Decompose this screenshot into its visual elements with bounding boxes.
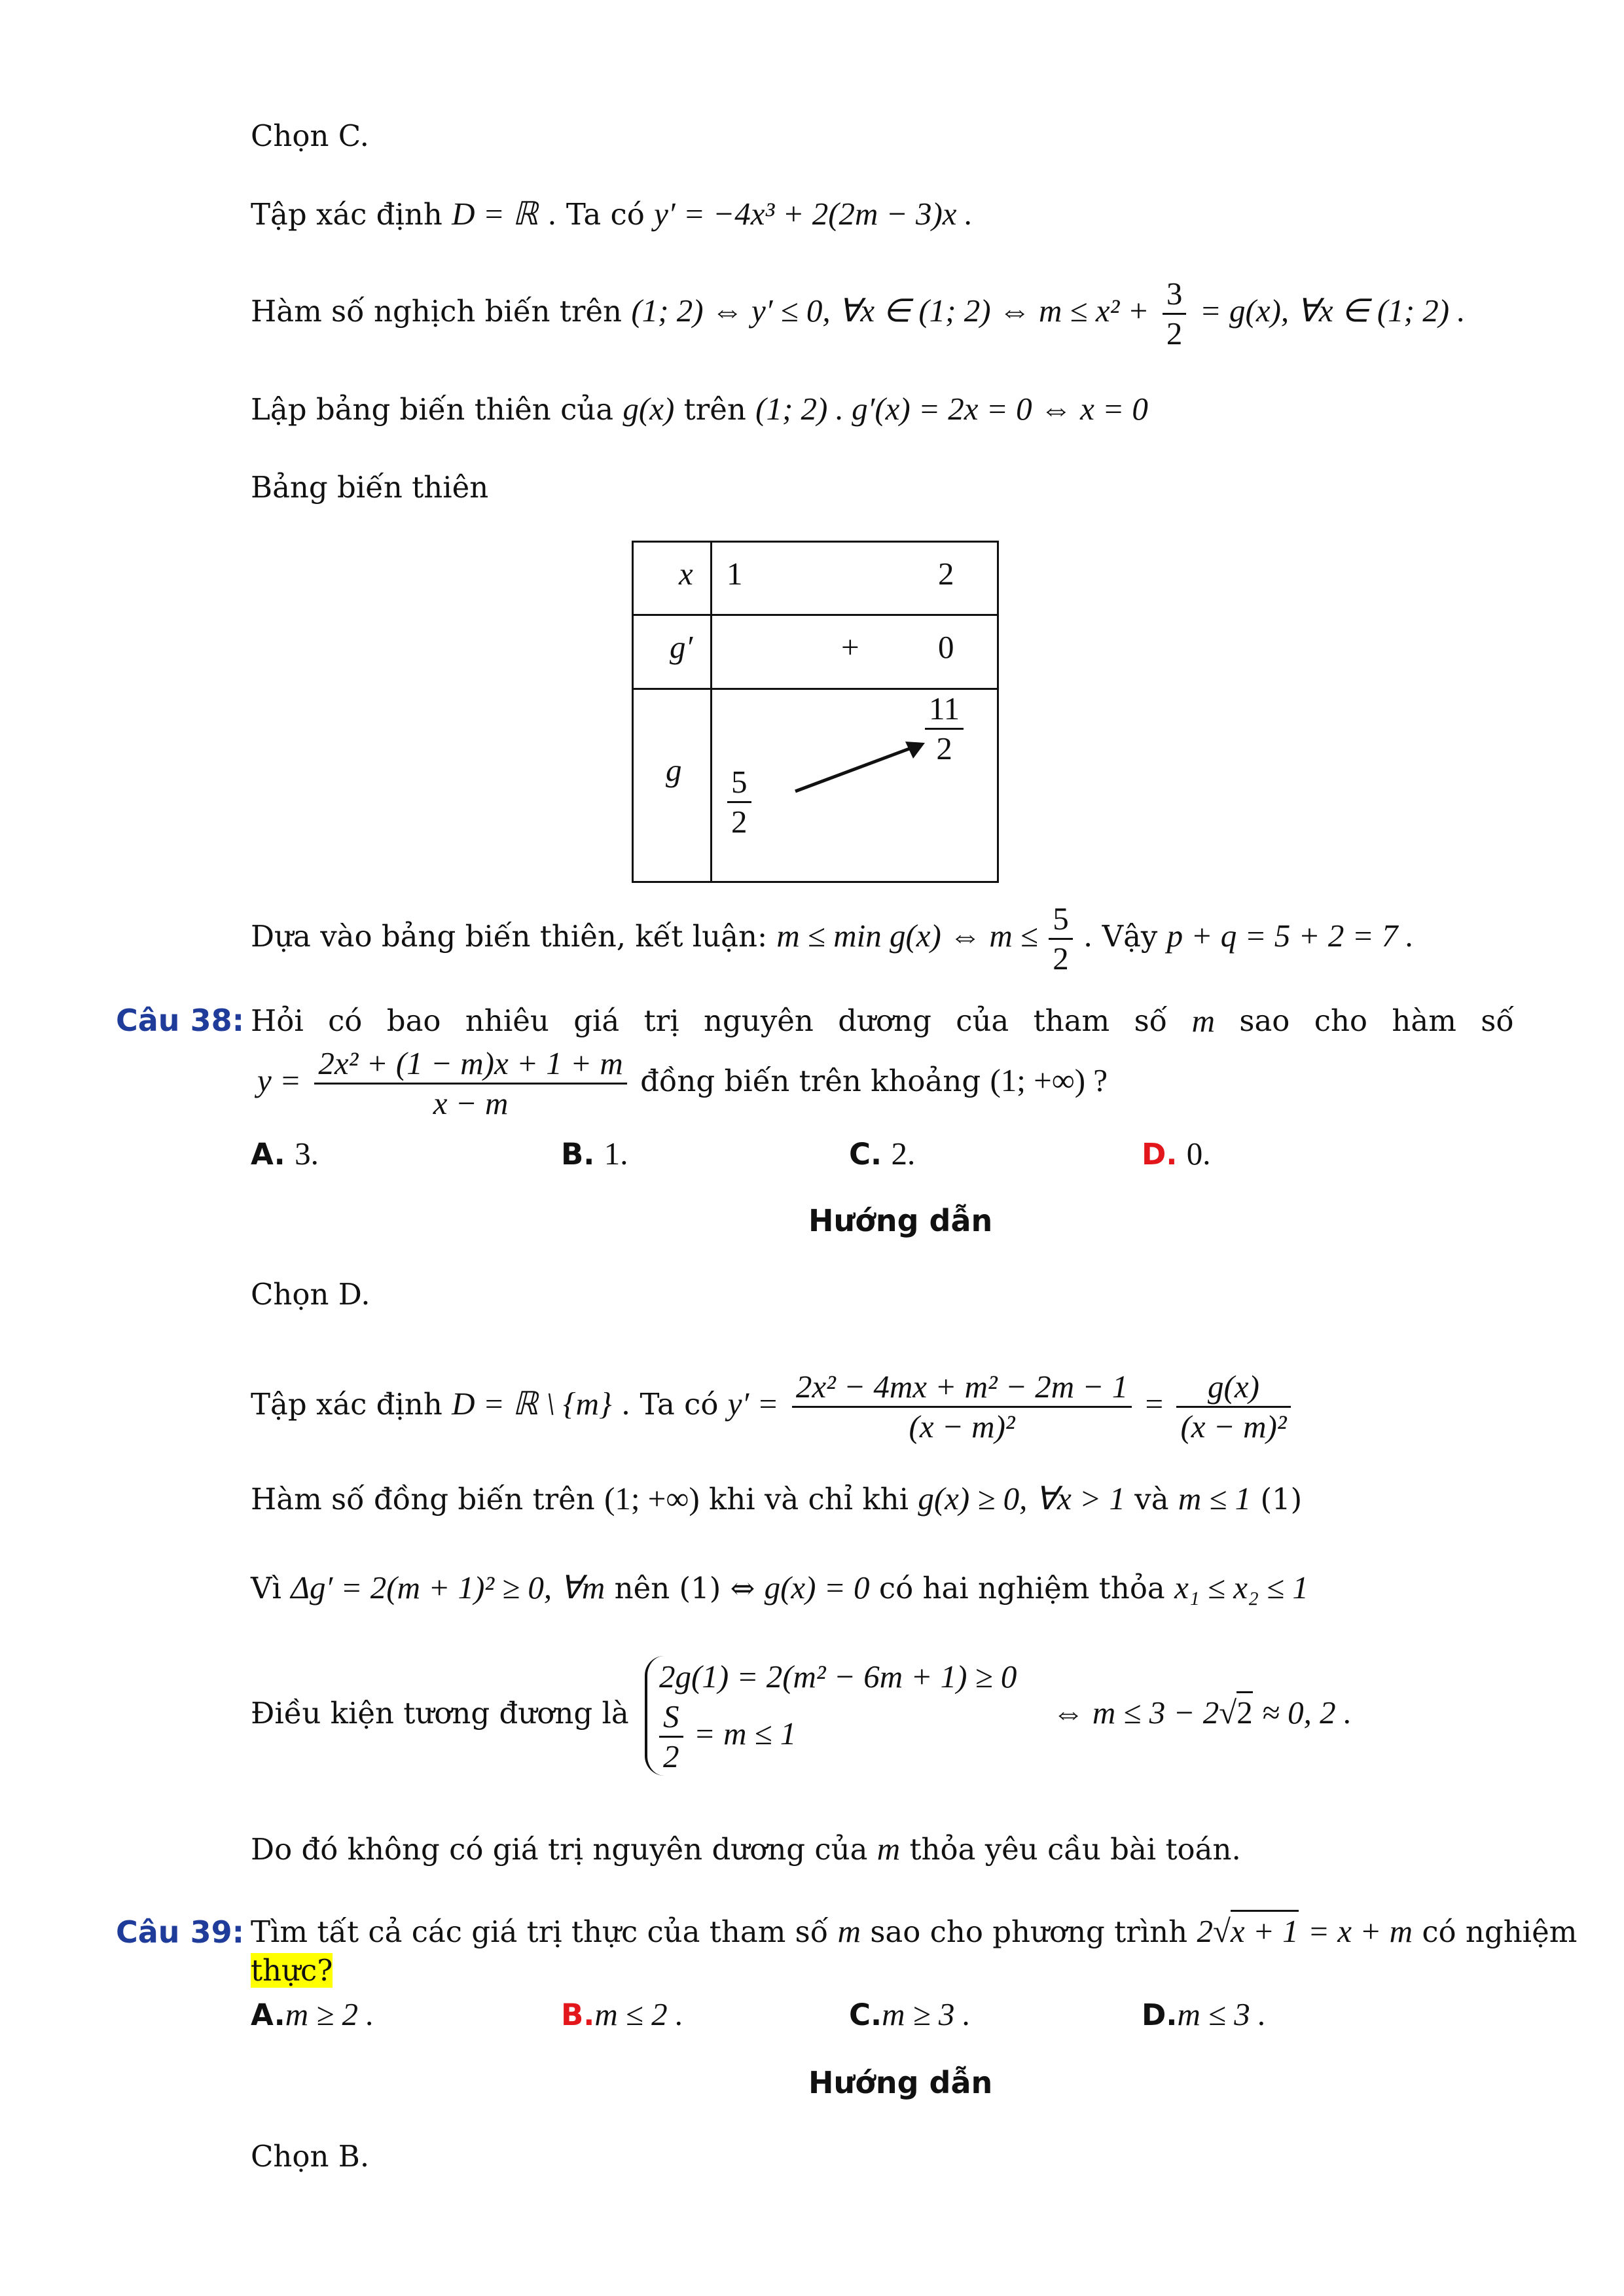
q39-text-c: có nghiệm <box>1422 1914 1578 1949</box>
q39-eq-b: = x + m <box>1307 1913 1413 1949</box>
question-label-39: Câu 39: <box>116 1914 244 1950</box>
high-num: 11 <box>925 690 964 730</box>
option-key: A. <box>251 1998 285 2032</box>
iff-text: khi và chỉ khi <box>709 1482 909 1516</box>
option-value: 1. <box>604 1136 628 1172</box>
fraction-numerator: 5 <box>1049 900 1073 940</box>
option-c-39[interactable] <box>849 1995 971 2035</box>
sign-plus: + <box>841 629 859 665</box>
variation-table <box>632 541 999 883</box>
sqrt-radicand: 2 <box>1236 1691 1253 1731</box>
question-38-line-1 <box>251 1001 1514 1041</box>
conclusion-line <box>251 900 1414 978</box>
conclusion-b: thỏa yêu cầu bài toán. <box>909 1832 1241 1867</box>
function-numerator: 2x² + (1 − m)x + 1 + m <box>314 1045 626 1085</box>
equivalent-label: Điều kiện tương đương là <box>251 1696 629 1731</box>
increasing-arrow-icon <box>632 541 999 883</box>
vay-text: . Vậy <box>1083 919 1158 954</box>
sign-zero: 0 <box>938 629 954 665</box>
conclusion-a: Do đó không có giá trị nguyên dương của <box>251 1832 868 1867</box>
word: nhiêu <box>465 1003 549 1038</box>
system-row-2 <box>659 1698 1017 1776</box>
question-label-38: Câu 38: <box>116 1003 244 1038</box>
x-value-1: 1 <box>727 556 743 592</box>
option-key: D. <box>1142 1998 1178 2032</box>
word: bao <box>386 1003 441 1038</box>
option-value: 2. <box>891 1136 916 1172</box>
vay-expr: p + q = 5 + 2 = 7 . <box>1166 918 1414 954</box>
decreasing-expr-2: = g(x), ∀x ∈ (1; 2) . <box>1199 293 1466 329</box>
answer-choice-38: Chọn D. <box>251 1277 370 1312</box>
solution-heading-39: Hướng dẫn <box>808 2065 993 2100</box>
row-label-gprime: g′ <box>670 629 693 665</box>
option-value: 0. <box>1186 1136 1211 1172</box>
word: số <box>1481 1003 1514 1038</box>
vi-text: Vì <box>251 1571 281 1605</box>
option-a-39[interactable] <box>251 1995 374 2035</box>
domain-label: Tập xác định <box>251 1387 442 1422</box>
y-equals: y = <box>257 1062 302 1098</box>
word: sao <box>1239 1003 1290 1038</box>
question-38-line-2 <box>257 1045 1108 1122</box>
g-numerator: g(x) <box>1176 1368 1290 1408</box>
option-key: C. <box>849 1137 882 1172</box>
table-caption: Bảng biến thiên <box>251 470 489 505</box>
discriminant-line <box>251 1568 1308 1608</box>
q39-text-a: Tìm tất cả các giá trị thực của tham số <box>251 1914 829 1949</box>
decreasing-label: Hàm số nghịch biến trên <box>251 294 623 329</box>
domain-line <box>251 194 973 234</box>
taco-text: . Ta có <box>621 1387 719 1422</box>
row-label-g: g <box>666 752 682 788</box>
equation-system <box>645 1656 1017 1776</box>
decreasing-expr-1: (1; 2) ⇔ y′ ≤ 0, ∀x ∈ (1; 2) ⇔ m ≤ x² + <box>631 293 1149 329</box>
taco-text: . Ta có <box>547 197 645 232</box>
word: giá <box>573 1003 620 1038</box>
conclusion-m: m <box>876 1831 901 1867</box>
low-den: 2 <box>731 804 748 840</box>
roots-expr: x₁ ≤ x₂ ≤ 1 <box>1174 1570 1308 1605</box>
system-row-1: 2g(1) = 2(m² − 6m + 1) ≥ 0 <box>659 1659 1017 1695</box>
and-text: và <box>1134 1482 1169 1516</box>
word: hàm <box>1392 1003 1456 1038</box>
interval: (1; +∞) ? <box>990 1062 1108 1098</box>
word: Hỏi <box>251 1003 304 1038</box>
variation-tren: trên <box>683 392 746 427</box>
option-key: B. <box>561 1137 595 1172</box>
x-value-2: 2 <box>938 556 954 592</box>
variation-label: Lập bảng biến thiên của <box>251 392 614 427</box>
fraction-5-2 <box>1049 900 1073 978</box>
option-a[interactable] <box>251 1134 319 1174</box>
derivative-expr: y′ = −4x³ + 2(2m − 3)x . <box>654 196 973 232</box>
sqrt-sign: √ <box>1212 1913 1231 1949</box>
option-value: m ≤ 2 . <box>594 1996 684 2032</box>
increasing-condition: g(x) ≥ 0, ∀x > 1 <box>918 1480 1125 1516</box>
domain-expr: D = ℝ \ {m} <box>452 1386 612 1422</box>
function-denominator: x − m <box>433 1085 509 1121</box>
word: cho <box>1314 1003 1368 1038</box>
word: số <box>1134 1003 1168 1038</box>
function-fraction <box>314 1045 626 1122</box>
variation-line <box>251 389 1148 429</box>
g-denominator: (x − m)² <box>1180 1408 1287 1444</box>
increasing-line <box>251 1479 1302 1519</box>
sqrt-sign: √ <box>1219 1695 1237 1731</box>
domain-label: Tập xác định <box>251 197 442 232</box>
conclusion-38 <box>251 1829 1241 1869</box>
word: nguyên <box>704 1003 814 1038</box>
fraction-numerator: 3 <box>1163 275 1187 315</box>
option-value: m ≤ 3 . <box>1177 1996 1267 2032</box>
question-38-tail: đồng biến trên khoảng <box>640 1064 981 1098</box>
ref-1: (1) <box>1260 1482 1303 1516</box>
q39-text-b: sao cho phương trình <box>870 1914 1188 1949</box>
option-value: m ≥ 2 . <box>285 1996 374 2032</box>
variation-expr: (1; 2) . g′(x) = 2x = 0 ⇔ x = 0 <box>755 391 1148 427</box>
increasing-label: Hàm số đồng biến trên <box>251 1482 595 1516</box>
result-expr-1: ⇔ m ≤ 3 − 2 <box>1052 1695 1219 1731</box>
m-condition: m ≤ 1 <box>1178 1480 1252 1516</box>
option-b-39[interactable] <box>561 1995 683 2035</box>
option-key: A. <box>251 1137 285 1172</box>
derivative-numerator: 2x² − 4mx + m² − 2m − 1 <box>792 1368 1132 1408</box>
question-39-line-2 <box>251 1951 333 1990</box>
q39-eq-a: 2 <box>1197 1913 1213 1949</box>
g-equals-zero: g(x) = 0 <box>764 1570 870 1605</box>
question-39-line-1 <box>251 1912 1577 1952</box>
increasing-interval: (1; +∞) <box>604 1480 700 1516</box>
option-key: C. <box>849 1998 882 2032</box>
derivative-fraction <box>792 1368 1132 1446</box>
word: có <box>328 1003 363 1038</box>
option-d-39[interactable] <box>1142 1995 1266 2035</box>
nen-text: nên (1) ⇔ <box>614 1571 755 1605</box>
q39-m: m <box>837 1913 861 1949</box>
yprime: y′ = <box>727 1386 779 1422</box>
variation-g: g(x) <box>623 391 675 427</box>
conclusion-label: Dựa vào bảng biến thiên, kết luận: <box>251 919 768 954</box>
row-label-x: x <box>679 556 693 592</box>
equivalent-condition-line <box>251 1656 1352 1776</box>
solution-heading-38: Hướng dẫn <box>808 1203 993 1238</box>
s-denominator: 2 <box>663 1738 679 1774</box>
domain-line-38 <box>251 1368 1295 1446</box>
low-num: 5 <box>727 763 751 803</box>
word-m: m <box>1191 1003 1215 1039</box>
high-den: 2 <box>936 730 952 766</box>
s-numerator: S <box>659 1698 683 1738</box>
word: dương <box>838 1003 931 1038</box>
derivative-denominator: (x − m)² <box>909 1408 1015 1444</box>
option-c[interactable] <box>849 1134 915 1174</box>
fraction-denominator: 2 <box>1166 315 1183 351</box>
system-row-2-tail: = m ≤ 1 <box>693 1715 797 1751</box>
option-key-correct: B. <box>561 1998 595 2032</box>
two-roots-text: có hai nghiệm thỏa <box>878 1571 1165 1605</box>
answer-choice-39: Chọn B. <box>251 2139 370 2174</box>
answer-choice: Chọn C. <box>251 118 369 153</box>
highlighted-text: thực? <box>251 1953 333 1988</box>
fraction-3-2 <box>1163 275 1187 353</box>
equals: = <box>1145 1386 1164 1422</box>
option-value: m ≥ 3 . <box>882 1996 971 2032</box>
option-d[interactable] <box>1142 1134 1211 1174</box>
domain-expr: D = ℝ <box>452 196 538 232</box>
word: của <box>956 1003 1009 1038</box>
decreasing-line <box>251 275 1466 353</box>
result-expr-2: ≈ 0, 2 . <box>1262 1695 1352 1731</box>
word: trị <box>643 1003 679 1038</box>
option-value: 3. <box>295 1136 319 1172</box>
option-key-correct: D. <box>1142 1137 1178 1172</box>
option-b[interactable] <box>561 1134 628 1174</box>
conclusion-expr: m ≤ min g(x) ⇔ m ≤ <box>776 918 1038 954</box>
q39-sqrt-radicand: x + 1 <box>1231 1910 1299 1949</box>
discriminant-expr: Δg′ = 2(m + 1)² ≥ 0, ∀m <box>291 1570 605 1605</box>
word: tham <box>1033 1003 1110 1038</box>
fraction-denominator: 2 <box>1053 941 1069 977</box>
g-fraction <box>1176 1368 1290 1446</box>
